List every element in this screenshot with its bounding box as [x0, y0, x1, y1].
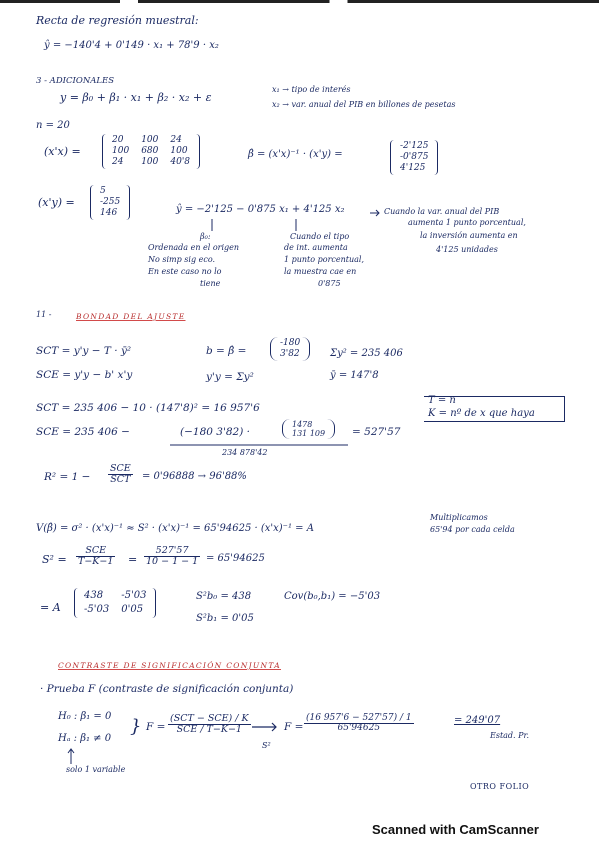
sct-calculation: SCT = 235 406 − 10 · (147'8)² = 16 957'6	[36, 402, 260, 414]
matrix-cell: 100	[170, 146, 188, 156]
note-b0-line-1: Ordenada en el origen	[148, 243, 240, 252]
s2-tag: S²	[262, 741, 271, 750]
note-b2-line-4: 4'125 unidades	[436, 245, 498, 254]
matrix-cell: -2'125	[400, 141, 429, 151]
s2-result: = 65'94625	[206, 553, 265, 564]
matrix-cell: 4'125	[400, 163, 426, 173]
r2-denominator: SCT	[110, 473, 131, 485]
equals-sign: =	[128, 553, 138, 566]
matrix-cell: 24	[170, 135, 182, 145]
matrix-cell: 100	[141, 135, 159, 145]
var-b0: S²b₀ = 438	[196, 591, 252, 602]
sce-calculation-start: SCE = 235 406 −	[36, 426, 130, 438]
otro-folio-note: OTRO FOLIO	[470, 782, 530, 791]
note-b2-line-2: aumenta 1 punto porcentual,	[408, 218, 526, 227]
multiply-note-line-1: Multiplicamos	[430, 513, 488, 522]
y-mean: ȳ = 147'8	[330, 370, 379, 381]
s2-label: S² =	[42, 553, 67, 566]
f-numerator-2: (16 957'6 − 527'57) / 1	[306, 713, 412, 723]
model-equation: y = β₀ + β₁ · x₁ + β₂ · x₂ + ε	[60, 91, 212, 104]
r2-result: = 0'96888 → 96'88%	[142, 471, 247, 482]
note-b0-line-3: En este caso no lo	[148, 267, 222, 276]
f-numerator: (SCT − SCE) / K	[170, 713, 249, 724]
r2-numerator: SCE	[110, 463, 131, 474]
f-numeric-formula	[304, 714, 414, 733]
beta-vector	[390, 140, 438, 175]
section-11-number: 11 -	[36, 310, 52, 319]
sce-column-vector	[282, 419, 335, 439]
f-denominator-2: 65'94625	[337, 723, 381, 733]
s2-fraction-1	[76, 546, 115, 566]
fitted-equation: ŷ = −2'125 − 0'875 x₁ + 4'125 x₂	[176, 204, 345, 215]
note-b1-line-3: 1 punto porcentual,	[284, 255, 364, 264]
s2-denominator-1: T−K−1	[78, 555, 114, 567]
matrix-cell: 131 109	[292, 429, 326, 438]
null-hypothesis: H₀ : β₁ = 0	[58, 711, 112, 722]
solo-una-variable-note: solo 1 variable	[66, 765, 126, 774]
b-equals-beta: b = β̂ =	[206, 345, 247, 357]
f-result: = 249'07	[454, 715, 501, 726]
s2-numerator-2: 527'57	[144, 546, 200, 557]
f-label-2: F =	[284, 721, 304, 733]
prueba-f-heading: · Prueba F (contraste de significación conjunta)	[40, 683, 294, 695]
regression-equation: ŷ = −140'4 + 0'149 · x₁ + 78'9 · x₂	[44, 40, 219, 51]
s2-numerator-1: SCE	[76, 546, 115, 557]
matrix-cell: 100	[141, 157, 159, 167]
sce-row-vector: (−180 3'82) ·	[180, 426, 250, 438]
sce-subtotal: 234 878'42	[222, 448, 268, 457]
x1-definition: x₁ → tipo de interés	[272, 85, 351, 94]
s2-fraction-2	[144, 546, 200, 566]
note-b1-line-1: Cuando el tipo	[290, 232, 350, 241]
b0-heading: β₀:	[200, 232, 211, 241]
matrix-cell: -255	[100, 197, 121, 207]
matrix-cell: 40'8	[170, 157, 191, 167]
f-label: F =	[146, 721, 166, 733]
matrix-cell: 100	[112, 146, 130, 156]
s2-denominator-2: 10 − 1 − 1	[146, 555, 199, 567]
note-b1-line-5: 0'875	[318, 279, 341, 288]
r2-label: R² = 1 −	[44, 471, 91, 483]
alt-hypothesis: Hₐ : β₁ ≠ 0	[58, 733, 112, 744]
matrix-cell: -180	[280, 338, 301, 348]
matrix-cell: 24	[112, 157, 124, 167]
arrow-up-icon	[68, 748, 74, 764]
yty-identity: y'y = Σy²	[206, 371, 254, 383]
note-b1-line-4: la muestra cae en	[284, 267, 357, 276]
beta-label: β̂ = (x'x)⁻¹ · (x'y) =	[248, 149, 343, 160]
xty-label: (x'y) =	[38, 196, 75, 209]
xtx-label: (x'x) =	[44, 145, 81, 158]
section-3-title: 3 - ADICIONALES	[36, 76, 115, 86]
page-heading: Recta de regresión muestral:	[36, 14, 199, 27]
matrix-cell: -5'03	[121, 590, 147, 601]
note-b0-line-2: No simp sig eco.	[148, 255, 216, 264]
variance-matrix	[74, 588, 156, 618]
matrix-a-label: = A	[40, 601, 61, 614]
arrow-right-icon	[252, 722, 278, 732]
sample-size: n = 20	[36, 120, 70, 131]
arrow-down-icon	[210, 219, 214, 233]
note-b2-line-3: la inversión aumenta en	[420, 231, 518, 240]
contraste-title: CONTRASTE DE SIGNIFICACIÓN CONJUNTA	[58, 661, 281, 670]
x2-definition: x₂ → var. anual del PIB en billones de pesetas	[272, 100, 456, 109]
covariance-b0-b1: Cov(b₀,b₁) = −5'03	[284, 591, 381, 602]
matrix-cell: 146	[100, 208, 118, 218]
note-b0-line-4: tiene	[200, 279, 221, 288]
section-11-title: BONDAD DEL AJUSTE	[76, 312, 186, 321]
sce-definition: SCE = y'y − b' x'y	[36, 369, 133, 381]
sct-definition: SCT = y'y − T · ȳ²	[36, 345, 132, 357]
arrow-right-icon	[370, 208, 380, 218]
scanner-watermark: Scanned with CamScanner	[372, 822, 539, 837]
box-k-definition: K = nº de x que haya	[428, 408, 535, 419]
matrix-cell: 3'82	[280, 349, 300, 359]
xty-vector	[90, 185, 130, 220]
f-formula	[168, 714, 251, 734]
b-vector	[270, 337, 310, 361]
matrix-cell: 1478	[292, 420, 313, 429]
note-b2-line-1: Cuando la var. anual del PIB	[384, 207, 500, 216]
sce-result: = 527'57	[352, 426, 401, 438]
scan-top-edge	[0, 0, 599, 3]
estad-pr-label: Estad. Pr.	[490, 731, 530, 740]
matrix-cell: 0'05	[121, 604, 144, 615]
xtx-matrix	[102, 134, 200, 169]
r2-fraction	[108, 464, 133, 484]
sum-y-squared: Σy² = 235 406	[330, 348, 403, 359]
matrix-cell: 5	[100, 186, 106, 196]
box-t-equals-n: T = n	[428, 395, 456, 406]
matrix-cell: -0'875	[400, 152, 429, 162]
matrix-cell: 680	[141, 146, 159, 156]
note-b1-line-2: de int. aumenta	[284, 243, 348, 252]
var-b1: S²b₁ = 0'05	[196, 613, 254, 624]
matrix-cell: 438	[84, 590, 104, 601]
underline-stroke	[170, 443, 350, 447]
arrow-down-icon	[294, 219, 298, 233]
matrix-cell: 20	[112, 135, 124, 145]
variance-equation: V(β̂) = σ² · (x'x)⁻¹ ≈ S² · (x'x)⁻¹ = 65'94625 · (x'x)⁻¹ = A	[36, 523, 314, 534]
multiply-note-line-2: 65'94 por cada celda	[430, 525, 515, 534]
f-denominator: SCE / T−K−1	[176, 723, 242, 735]
hypothesis-brace: }	[130, 716, 142, 737]
matrix-cell: -5'03	[84, 604, 110, 615]
